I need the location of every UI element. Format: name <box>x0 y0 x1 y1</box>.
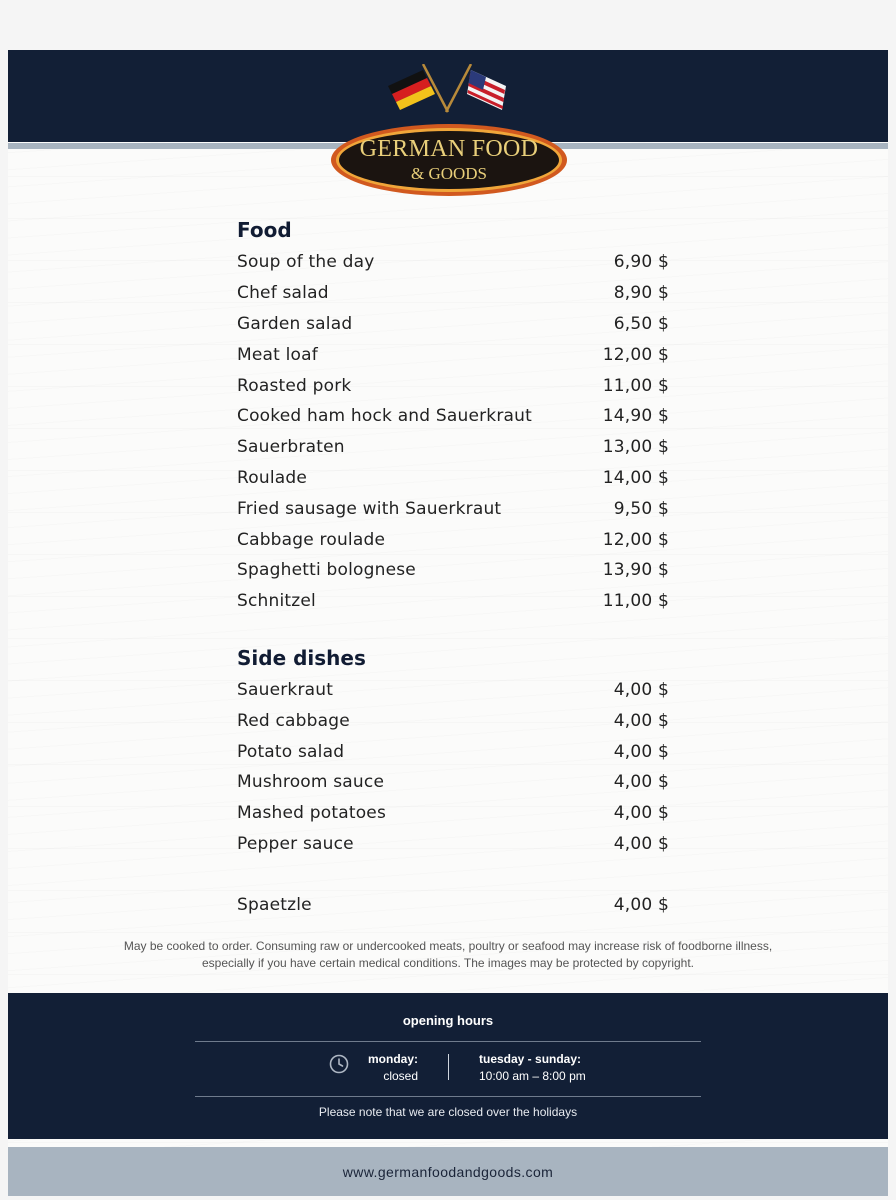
menu-item <box>237 401 669 432</box>
item-name: Fried sausage with Sauerkraut <box>237 498 502 519</box>
item-name: Sauerbraten <box>237 437 345 458</box>
hours-tue-sun-value: 10:00 am – 8:00 pm <box>479 1069 586 1083</box>
hours-tue-sun-label: tuesday - sunday: <box>479 1052 582 1066</box>
menu-item <box>237 524 669 555</box>
item-name: Spaetzle <box>237 894 312 915</box>
item-price: 4,00 $ <box>613 833 669 854</box>
item-name: Mashed potatoes <box>237 803 387 824</box>
item-price: 4,00 $ <box>613 803 669 824</box>
divider-bottom <box>195 1096 701 1097</box>
item-price: 4,00 $ <box>613 710 669 731</box>
menu-item <box>237 493 669 524</box>
menu-item <box>237 555 669 586</box>
website-band <box>8 1147 888 1196</box>
hours-monday-value: closed <box>383 1069 418 1083</box>
menu-item <box>237 767 669 798</box>
menu-item <box>237 889 669 920</box>
item-name: Red cabbage <box>237 710 350 731</box>
clock-icon <box>329 1054 349 1074</box>
menu-item <box>237 586 669 617</box>
item-name: Mushroom sauce <box>237 772 385 793</box>
hours-monday-label: monday: <box>367 1052 418 1066</box>
item-price: 6,50 $ <box>613 313 669 334</box>
menu-item <box>237 736 669 767</box>
menu-page <box>8 50 888 1196</box>
menu-item <box>237 432 669 463</box>
item-name: Meat loaf <box>237 344 318 365</box>
disclaimer-line2: especially if you have certain medical conditions. The images may be protected by copyright. <box>201 956 695 970</box>
item-name: Roulade <box>237 467 308 488</box>
menu-item <box>237 370 669 401</box>
section-title-side-dishes: Side dishes <box>237 645 366 670</box>
hours-tue-sun <box>479 1051 639 1085</box>
item-name: Pepper sauce <box>237 833 354 854</box>
disclaimer-line1: May be cooked to order. Consuming raw or undercooked meats, poultry or seafood may increase risk of foodborne illness, <box>123 939 773 953</box>
logo-text-line2: & GOODS <box>410 164 488 183</box>
item-price: 13,00 $ <box>602 437 669 458</box>
item-name: Sauerkraut <box>237 679 334 700</box>
website-link[interactable]: www.germanfoodandgoods.com <box>342 1164 554 1180</box>
item-name: Garden salad <box>237 313 353 334</box>
opening-hours-band <box>8 993 888 1139</box>
menu-item <box>237 309 669 340</box>
item-price: 4,00 $ <box>613 772 669 793</box>
item-spacer <box>237 859 669 889</box>
hours-monday <box>348 1051 418 1085</box>
item-price: 13,90 $ <box>602 560 669 581</box>
usa-flag-icon <box>467 70 506 110</box>
item-name: Spaghetti bolognese <box>237 560 416 581</box>
menu-item <box>237 339 669 370</box>
item-price: 6,90 $ <box>613 252 669 273</box>
menu-item <box>237 463 669 494</box>
item-price: 11,00 $ <box>602 375 669 396</box>
item-name: Chef salad <box>237 283 329 304</box>
disclaimer <box>88 938 808 972</box>
item-price: 8,90 $ <box>613 283 669 304</box>
item-price: 14,90 $ <box>602 406 669 427</box>
hours-divider <box>448 1054 449 1080</box>
item-price: 14,00 $ <box>602 467 669 488</box>
item-price: 11,00 $ <box>602 591 669 612</box>
logo-text-line1: GERMAN FOOD <box>359 136 539 162</box>
menu-item <box>237 278 669 309</box>
menu-item <box>237 247 669 278</box>
menu-item <box>237 829 669 860</box>
item-name: Schnitzel <box>237 591 316 612</box>
section-title-food: Food <box>237 218 292 242</box>
section-spacer <box>237 617 669 641</box>
divider-top <box>195 1041 701 1042</box>
item-price: 4,00 $ <box>613 679 669 700</box>
menu-item <box>237 675 669 706</box>
logo <box>328 64 570 198</box>
menu-item <box>237 705 669 736</box>
item-name: Roasted pork <box>237 375 352 396</box>
item-name: Soup of the day <box>237 252 375 273</box>
item-name: Potato salad <box>237 741 345 762</box>
holiday-note: Please note that we are closed over the holidays <box>318 1105 578 1119</box>
item-name: Cabbage roulade <box>237 529 386 550</box>
item-price: 4,00 $ <box>613 741 669 762</box>
item-price: 12,00 $ <box>602 529 669 550</box>
opening-hours-title: opening hours <box>402 1013 494 1028</box>
item-price: 4,00 $ <box>613 894 669 915</box>
menu-list <box>237 213 669 920</box>
menu-item <box>237 798 669 829</box>
item-price: 9,50 $ <box>613 498 669 519</box>
item-name: Cooked ham hock and Sauerkraut <box>237 406 532 427</box>
item-price: 12,00 $ <box>602 344 669 365</box>
